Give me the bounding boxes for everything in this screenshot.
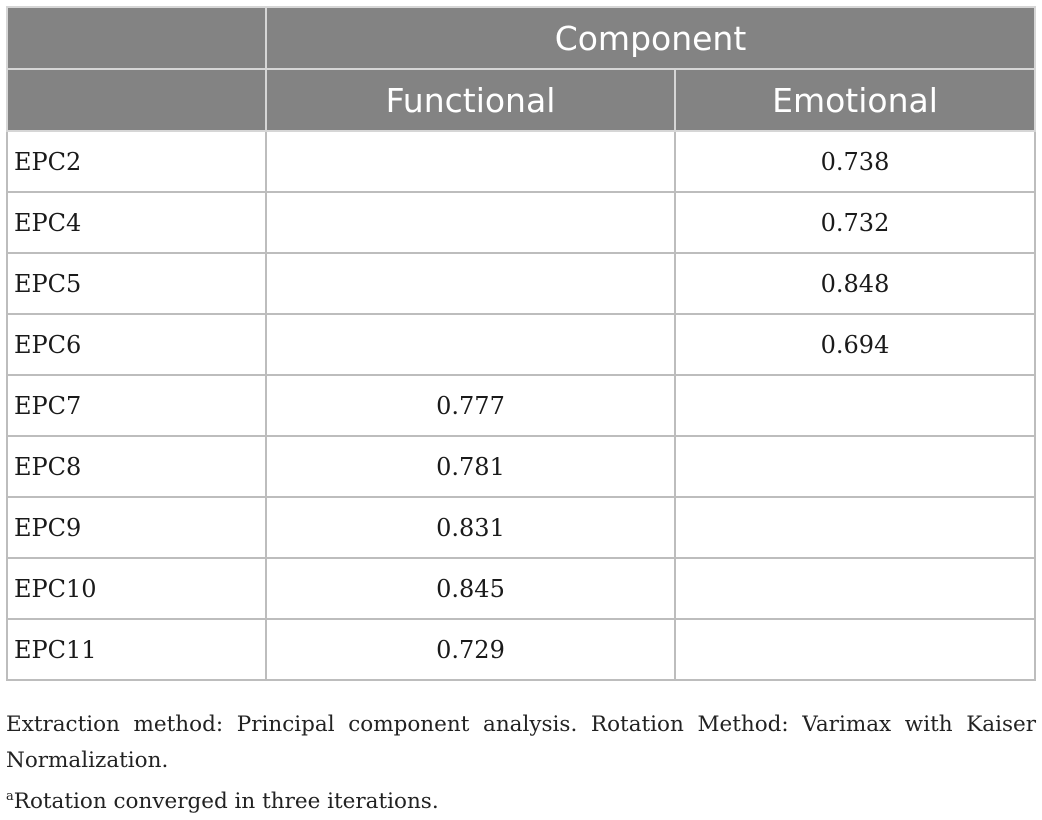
functional-value: 0.781 bbox=[266, 436, 675, 497]
table-row bbox=[7, 375, 1035, 436]
emotional-value: 0.694 bbox=[675, 314, 1035, 375]
row-label: EPC2 bbox=[7, 131, 266, 192]
emotional-value bbox=[675, 497, 1035, 558]
row-label: EPC11 bbox=[7, 619, 266, 680]
table-row bbox=[7, 619, 1035, 680]
row-label: EPC5 bbox=[7, 253, 266, 314]
functional-value: 0.729 bbox=[266, 619, 675, 680]
footnote-marker: a bbox=[6, 789, 14, 804]
row-label: EPC7 bbox=[7, 375, 266, 436]
table-row bbox=[7, 131, 1035, 192]
header-component: Component bbox=[266, 7, 1035, 69]
functional-value bbox=[266, 253, 675, 314]
emotional-value bbox=[675, 436, 1035, 497]
emotional-value bbox=[675, 375, 1035, 436]
functional-value bbox=[266, 131, 675, 192]
functional-value: 0.845 bbox=[266, 558, 675, 619]
header-empty-corner bbox=[7, 7, 266, 69]
table-header bbox=[7, 7, 1035, 131]
table-row bbox=[7, 314, 1035, 375]
row-label: EPC4 bbox=[7, 192, 266, 253]
footnote-rotation-text: Rotation converged in three iterations. bbox=[13, 789, 439, 814]
emotional-value: 0.738 bbox=[675, 131, 1035, 192]
functional-value: 0.777 bbox=[266, 375, 675, 436]
functional-value: 0.831 bbox=[266, 497, 675, 558]
header-emotional: Emotional bbox=[675, 69, 1035, 131]
table-row bbox=[7, 192, 1035, 253]
functional-value bbox=[266, 192, 675, 253]
table-row bbox=[7, 253, 1035, 314]
row-label: EPC6 bbox=[7, 314, 266, 375]
header-row-columns bbox=[7, 69, 1035, 131]
footnote-rotation bbox=[6, 779, 1036, 820]
emotional-value: 0.848 bbox=[675, 253, 1035, 314]
emotional-value: 0.732 bbox=[675, 192, 1035, 253]
factor-loadings-table bbox=[6, 6, 1036, 681]
table-footnotes bbox=[6, 707, 1036, 820]
header-row-group bbox=[7, 7, 1035, 69]
emotional-value bbox=[675, 619, 1035, 680]
row-label: EPC10 bbox=[7, 558, 266, 619]
table-row bbox=[7, 558, 1035, 619]
table-body bbox=[7, 131, 1035, 680]
factor-loadings-table-container bbox=[6, 6, 1034, 681]
row-label: EPC8 bbox=[7, 436, 266, 497]
header-empty-corner-lower bbox=[7, 69, 266, 131]
table-row bbox=[7, 436, 1035, 497]
header-functional: Functional bbox=[266, 69, 675, 131]
functional-value bbox=[266, 314, 675, 375]
table-row bbox=[7, 497, 1035, 558]
row-label: EPC9 bbox=[7, 497, 266, 558]
emotional-value bbox=[675, 558, 1035, 619]
footnote-method: Extraction method: Principal component analysis. Rotation Method: Varimax with Kaiser Normalization. bbox=[6, 712, 1036, 773]
